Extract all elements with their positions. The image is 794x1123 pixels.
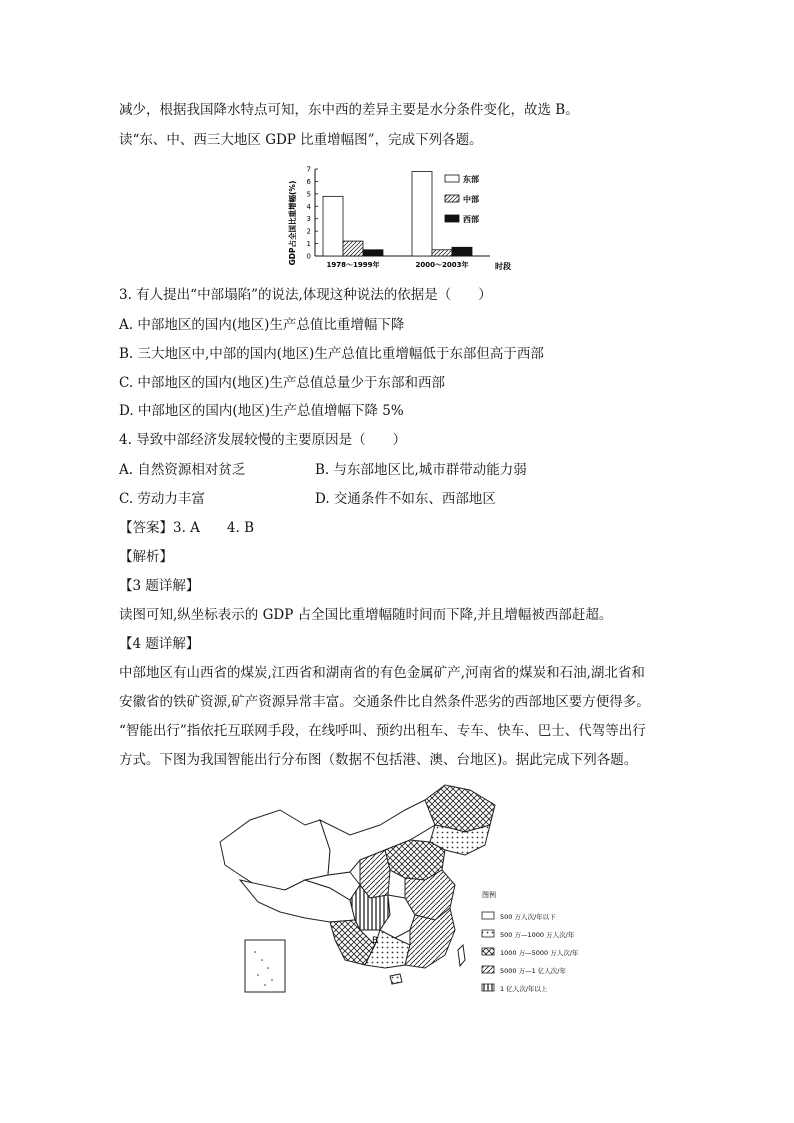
q3-option-a: A. 中部地区的国内(地区)生产总值比重增幅下降 [119, 317, 405, 333]
detail3-text: 读图可知,纵坐标表示的 GDP 占全国比重增幅随时间而下降,并且增幅被西部赶超。 [119, 607, 613, 623]
next-intro-line-1: “智能出行”指依托互联网手段，在线呼叫、预约出租车、专车、快车、巴士、代驾等出行 [119, 723, 646, 739]
china-smart-travel-map [210, 780, 580, 1005]
map-legend-1: 500 万人次/年以下 [500, 913, 556, 921]
q4-option-d: D. 交通条件不如东、西部地区 [315, 491, 496, 507]
intro-line-1: 减少，根据我国降水特点可知，东中西的差异主要是水分条件变化，故选 B。 [119, 102, 579, 118]
map-label-b: B [372, 936, 379, 946]
map-legend [482, 912, 579, 993]
chart-ylabel: GDP占全国比重增幅(%) [288, 180, 297, 266]
chart-bar-中部-1 [432, 250, 452, 256]
chart-y-tick-label: 0 [306, 252, 311, 261]
detail4-line-2: 安徽省的铁矿资源,矿产资源异常丰富。交通条件比自然条件恶劣的西部地区要方便得多。 [119, 694, 650, 710]
chart-bar-西部-1 [452, 247, 472, 256]
q4-option-c: C. 劳动力丰富 [119, 491, 205, 507]
map-legend-5: 1 亿人次/年以上 [500, 985, 548, 993]
q4-stem: 4. 导致中部经济发展较慢的主要原因是（ ） [119, 432, 407, 448]
map-legend-title: 图例 [482, 891, 496, 899]
chart-xlabel: 时段 [495, 262, 511, 271]
map-legend-2: 500 万—1000 万人次/年 [500, 931, 575, 939]
answer: 【答案】3. A 4. B [119, 520, 255, 536]
q4-option-a: A. 自然资源相对贫乏 [119, 462, 246, 478]
map-region-taiwan [458, 945, 465, 966]
q3-option-d: D. 中部地区的国内(地区)生产总值增幅下降 5% [119, 403, 404, 419]
chart-legend-label: 东部 [463, 175, 479, 184]
chart-bar-西部-0 [363, 250, 383, 256]
gdp-chart [285, 161, 525, 273]
chart-legend-label: 中部 [463, 195, 479, 204]
map-region-hainan [390, 974, 402, 984]
chart-y-tick-label: 4 [306, 202, 311, 211]
chart-category-label: 1978～1999年 [326, 261, 380, 269]
chart-legend-swatch [445, 215, 459, 222]
map-legend-4: 5000 万—1 亿人次/年 [500, 967, 566, 975]
chart-y-tick-label: 3 [306, 215, 311, 224]
detail3-heading: 【3 题详解】 [119, 578, 200, 594]
chart-bar-东部-1 [412, 171, 432, 256]
chart-legend-swatch [445, 175, 459, 182]
chart-legend-label: 西部 [463, 215, 479, 224]
intro-line-2: 读“东、中、西三大地区 GDP 比重增幅图”，完成下列各题。 [119, 132, 483, 148]
chart-y-tick-label: 2 [306, 227, 311, 236]
q3-option-c: C. 中部地区的国内(地区)生产总值总量少于东部和西部 [119, 375, 445, 391]
chart-category-label: 2000～2003年 [415, 261, 469, 269]
chart-y-tick-label: 5 [306, 190, 311, 199]
chart-y-tick-label: 6 [306, 177, 311, 186]
q3-stem: 3. 有人提出“中部塌陷”的说法,体现这种说法的依据是（ ） [119, 287, 492, 303]
detail4-line-1: 中部地区有山西省的煤炭,江西省和湖南省的有色金属矿产,河南省的煤炭和石油,湖北省和 [119, 665, 645, 681]
chart-y-tick-label: 7 [306, 165, 311, 174]
q3-option-b: B. 三大地区中,中部的国内(地区)生产总值比重增幅低于东部但高于西部 [119, 346, 544, 362]
detail4-heading: 【4 题详解】 [119, 636, 200, 652]
next-intro-line-2: 方式。下图为我国智能出行分布图（数据不包括港、澳、台地区)。据此完成下列各题。 [119, 752, 638, 768]
analysis-heading: 【解析】 [119, 549, 173, 565]
chart-bar-东部-0 [323, 196, 343, 256]
chart-bar-中部-0 [343, 241, 363, 256]
chart-y-tick-label: 1 [306, 240, 311, 249]
map-legend-3: 1000 万—5000 万人次/年 [500, 949, 579, 957]
q4-option-b: B. 与东部地区比,城市群带动能力弱 [315, 462, 527, 478]
chart-legend-swatch [445, 195, 459, 202]
